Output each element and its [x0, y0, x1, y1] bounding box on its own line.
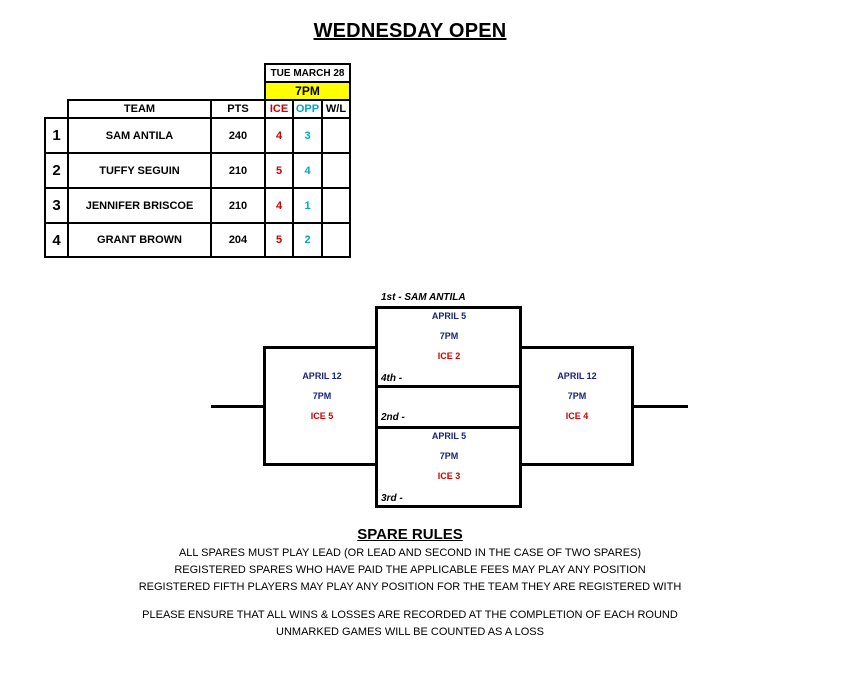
- game-time: 7PM: [439, 331, 459, 341]
- game-ice: ICE 5: [310, 411, 334, 421]
- rule-line: ALL SPARES MUST PLAY LEAD (OR LEAD AND SECOND IN THE CASE OF TWO SPARES): [178, 547, 642, 559]
- team-points: 240: [210, 117, 266, 154]
- game-time: 7PM: [567, 391, 587, 401]
- game-ice: ICE 3: [437, 471, 461, 481]
- game-date: APRIL 12: [557, 371, 597, 381]
- seed-third: 3rd -: [381, 493, 403, 504]
- column-header-opp: OPP: [292, 99, 323, 119]
- note-line: PLEASE ENSURE THAT ALL WINS & LOSSES ARE RECORDED AT THE COMPLETION OF EACH ROUND: [142, 609, 678, 621]
- team-opponent: 2: [292, 222, 323, 258]
- team-name: SAM ANTILA: [67, 117, 212, 154]
- seed-fourth: 4th -: [381, 373, 403, 384]
- seed-first: 1st - SAM ANTILA: [381, 292, 466, 303]
- team-name: TUFFY SEGUIN: [67, 152, 212, 189]
- team-win-loss: [321, 152, 351, 189]
- column-header-ice: ICE: [264, 99, 294, 119]
- spare-rules-list: [0, 545, 820, 596]
- game-date: APRIL 5: [431, 311, 467, 321]
- team-points: 204: [210, 222, 266, 258]
- team-win-loss: [321, 222, 351, 258]
- column-header-team: TEAM: [67, 99, 212, 119]
- team-opponent: 3: [292, 117, 323, 154]
- team-rank: 1: [44, 117, 69, 154]
- header-time: 7PM: [264, 81, 351, 101]
- team-points: 210: [210, 152, 266, 189]
- team-win-loss: [321, 187, 351, 224]
- column-header-pts: PTS: [210, 99, 266, 119]
- rule-line: REGISTERED SPARES WHO HAVE PAID THE APPLICABLE FEES MAY PLAY ANY POSITION: [174, 564, 646, 576]
- note-line: UNMARKED GAMES WILL BE COUNTED AS A LOSS: [276, 626, 544, 638]
- final-left-info: [266, 366, 378, 426]
- final-right-info: [522, 366, 632, 426]
- semifinal-bottom-info: [378, 426, 520, 486]
- spare-rules-notes: [0, 607, 820, 641]
- team-name: JENNIFER BRISCOE: [67, 187, 212, 224]
- team-name: GRANT BROWN: [67, 222, 212, 258]
- semifinal-top-info: [378, 306, 520, 366]
- team-opponent: 1: [292, 187, 323, 224]
- header-date: TUE MARCH 28: [264, 63, 351, 83]
- team-rank: 3: [44, 187, 69, 224]
- game-date: APRIL 5: [431, 431, 467, 441]
- bracket-line-right: [631, 405, 688, 408]
- rule-line: REGISTERED FIFTH PLAYERS MAY PLAY ANY POSITION FOR THE TEAM THEY ARE REGISTERED WITH: [138, 581, 682, 593]
- team-ice: 5: [264, 152, 294, 189]
- game-date: APRIL 12: [302, 371, 342, 381]
- team-ice: 5: [264, 222, 294, 258]
- game-ice: ICE 4: [565, 411, 589, 421]
- team-rank: 4: [44, 222, 69, 258]
- team-ice: 4: [264, 117, 294, 154]
- game-time: 7PM: [439, 451, 459, 461]
- game-time: 7PM: [312, 391, 332, 401]
- bracket-line-left: [211, 405, 266, 408]
- team-points: 210: [210, 187, 266, 224]
- team-opponent: 4: [292, 152, 323, 189]
- seed-second: 2nd -: [381, 412, 405, 423]
- spare-rules-title: SPARE RULES: [357, 526, 463, 543]
- column-header-wl: W/L: [321, 99, 351, 119]
- page-title: WEDNESDAY OPEN: [313, 20, 507, 42]
- team-rank: 2: [44, 152, 69, 189]
- team-ice: 4: [264, 187, 294, 224]
- game-ice: ICE 2: [437, 351, 461, 361]
- team-win-loss: [321, 117, 351, 154]
